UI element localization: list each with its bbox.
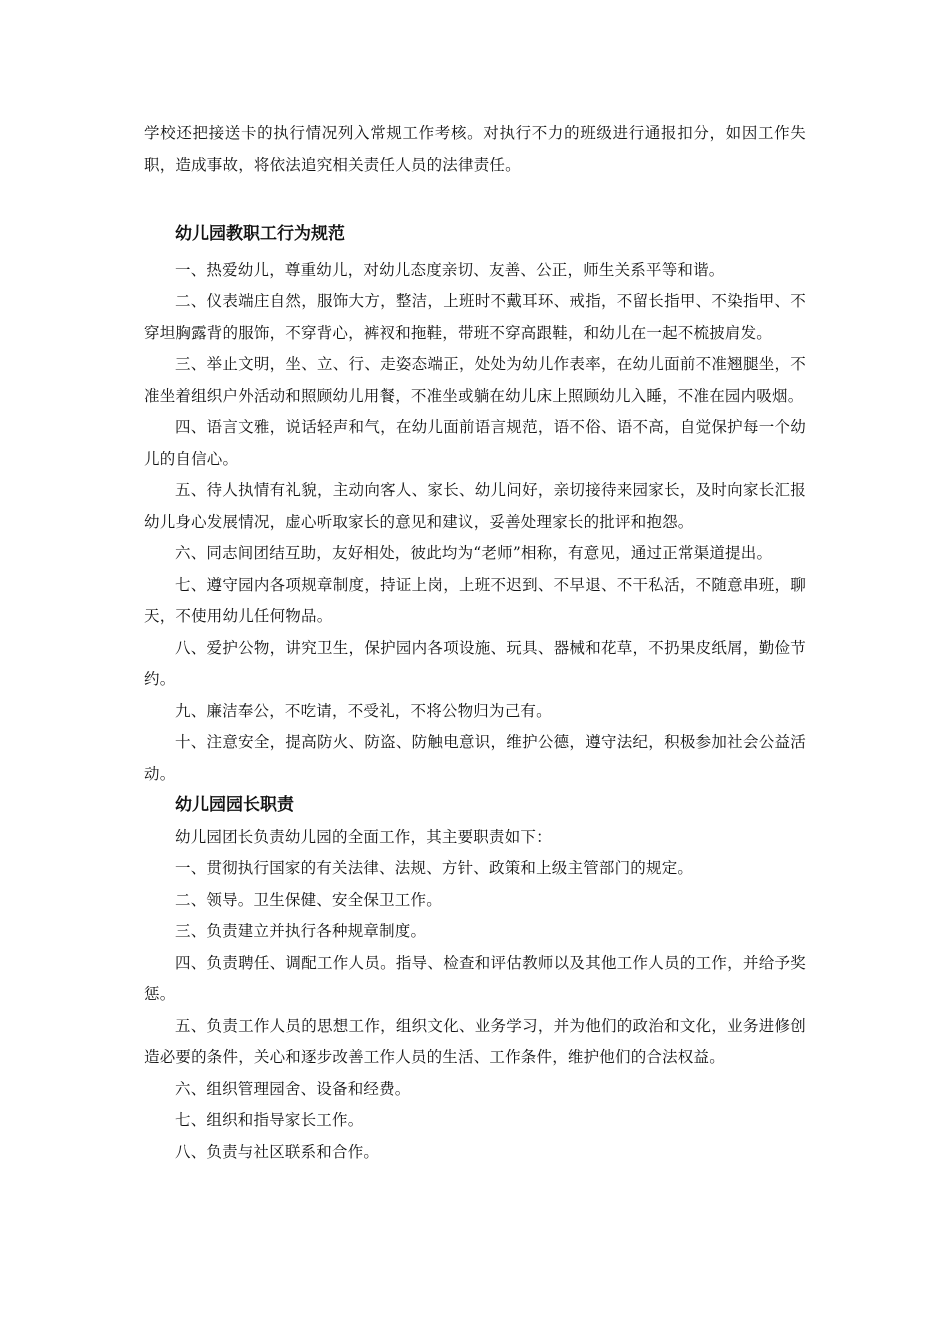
duty-item: 一、贯彻执行国家的有关法律、法规、方针、政策和上级主管部门的规定。 [175,859,694,877]
rule-item: 八、爱护公物，讲究卫生，保护园内各项设施、玩具、器械和花草，不扔果皮纸屑，勤俭节约。 [144,638,806,688]
rule-item: 二、仪表端庄自然，服饰大方，整洁，上班时不戴耳环、戒指，不留长指甲、不染指甲、不穿坦胸露背的服饰，不穿背心，裤衩和拖鞋，带班不穿高跟鞋，和幼儿在一起不梳披肩发。 [144,292,806,342]
rule-item: 四、语言文雅，说话轻声和气，在幼儿面前语言规范，语不俗、语不高，自觉保护每一个幼儿的自信心。 [144,418,806,468]
rule-item: 六、同志间团结互助，友好相处，彼此均为“老师”相称，有意见，通过正常渠道提出。 [175,544,773,562]
rule-item: 三、举止文明，坐、立、行、走姿态端正，处处为幼儿作表率，在幼儿面前不准翘腿坐，不准坐着组织户外活动和照顾幼儿用餐，不准坐或躺在幼儿床上照顾幼儿入睡，不准在园内吸烟。 [144,355,806,405]
duties-lead: 幼儿园团长负责幼儿园的全面工作，其主要职责如下： [175,827,552,846]
duty-item: 八、负责与社区联系和合作。 [175,1142,380,1161]
rule-item: 十、注意安全，提高防火、防盗、防触电意识，维护公德，遵守法纪，积极参加社会公益活动。 [144,733,806,783]
document-page [144,118,806,1168]
intro-paragraph: 学校还把接送卡的执行情况列入常规工作考核。对执行不力的班级进行通报扣分，如因工作失职，造成事故，将依法追究相关责任人员的法律责任。 [144,124,806,174]
rule-item: 九、廉洁奉公，不吃请，不受礼，不将公物归为己有。 [175,701,552,720]
section-title-director-duties: 幼儿园园长职责 [175,795,294,815]
duty-item: 六、组织管理园舍、设备和经费。 [175,1079,411,1098]
section-title-staff-conduct: 幼儿园教职工行为规范 [175,224,345,244]
duty-item: 五、负责工作人员的思想工作，组织文化、业务学习，并为他们的政治和文化，业务进修创造必要的条件，关心和逐步改善工作人员的生活、工作条件，维护他们的合法权益。 [144,1016,806,1066]
rule-item: 七、遵守园内各项规章制度，持证上岗，上班不迟到、不早退、不干私活，不随意串班，聊天，不使用幼儿任何物品。 [144,575,806,625]
rule-item: 五、待人执情有礼貌，主动向客人、家长、幼儿问好，亲切接待来园家长，及时向家长汇报幼儿身心发展情况，虚心听取家长的意见和建议，妥善处理家长的批评和抱怨。 [144,481,806,531]
spacer [144,181,806,219]
duty-item: 七、组织和指导家长工作。 [175,1111,364,1129]
duty-item: 三、负责建立并执行各种规章制度。 [175,922,427,940]
rule-item: 一、热爱幼儿，尊重幼儿，对幼儿态度亲切、友善、公正，师生关系平等和谐。 [175,260,725,279]
duty-item: 二、领导。卫生保健、安全保卫工作。 [175,890,442,909]
duty-item: 四、负责聘任、调配工作人员。指导、检查和评估教师以及其他工作人员的工作，并给予奖惩。 [144,953,806,1003]
